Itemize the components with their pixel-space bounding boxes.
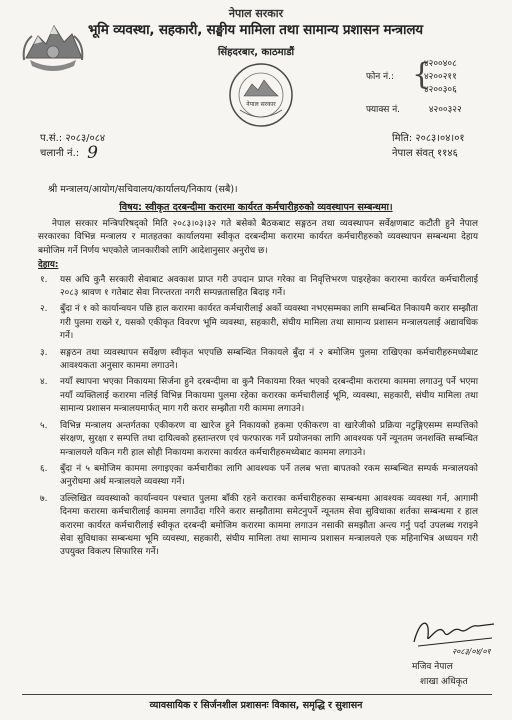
fax-block xyxy=(366,102,462,115)
list-item xyxy=(38,463,478,490)
item-text: नयाँ स्थापना भएका निकायमा सिर्जना हुने दरबन्दीमा वा कुनै निकायमा रिक्त भएको दरबन्दीमा करारमा काममा लगाउनु पर्ने भएमा नयाँ व्यक्तिलाई करारमा नलिई विभिन्न निकायमा पुलमा रहेका करारका कर्मचारीलाई भूमि, व्यवस्था, सहकारी, संघीय मामिला तथा सामान्य प्रशासन मन्त्रालयमार्फत् माग गरी करार सम्झौता गरी काममा लगाउने। xyxy=(60,377,478,415)
chalani-number: 9 xyxy=(87,143,98,163)
signature-date: २०८३/०४/०१ xyxy=(452,647,491,656)
subject-line xyxy=(0,200,512,213)
list-item xyxy=(38,376,478,416)
fax-number: ४२००३२२ xyxy=(428,105,462,115)
item-number: ७. xyxy=(40,493,48,504)
ministry-title: भूमि व्यवस्था, सहकारी, सङ्घीय मामिला तथा सामान्य प्रशासन मन्त्रालय xyxy=(88,22,423,38)
item-text: उल्लिखित व्यवस्थाको कार्यान्वयन पश्चात पुलमा बाँकी रहने करारका कर्मचारीहरुका सम्बन्धमा आवश्यक व्यवस्था गर्न, आगामी दिनमा करारमा कर्मचारीलाई काममा लगाउँदा गरिने करार सम्झौतामा समेटनुपर्ने न्यूनतम सेवा सुविधाका शर्तका सम्बन्धमा र हाल करारमा कार्यरत कर्मचारीलाई स्वीकृत दरबन्दी बमोजिम करारमा काममा लगाउन नसाकी समझौता अन्त्य गर्नु पर्दा उपलब्ध गराइने सेवा सुविधाका सम्बन्धमा भूमि व्यवस्था, सहकारी, संघीय मामिला तथा सामान्य प्रशासन मन्त्रालयले एक महिनाभित्र अध्ययन गरी उपयुक्त विकल्प सिफारिस गर्ने। xyxy=(60,493,478,558)
reference-block xyxy=(40,131,105,161)
item-number: ३. xyxy=(40,347,48,358)
item-text: यस अघि कुनै सरकारी सेवाबाट अवकाश प्राप्त गरी उपदान प्राप्त गरेका वा निवृत्तिभरण पाइरहेका करारमा कार्यरत कर्मचारीलाई २०८३ श्रावण १ गतेबाट सेवा निरन्तरता नगरी सम्पन्नतासहित बिदाइ गर्ने। xyxy=(60,274,478,299)
addressee: श्री मन्त्रालय/आयोग/सचिवालय/कार्यालय/निकाय (सबै)। xyxy=(48,184,238,195)
date-block xyxy=(392,131,465,161)
phone-label: फोन नं.: xyxy=(366,72,395,82)
item-number: ४. xyxy=(40,377,48,388)
nepal-sambat: नेपाल संवत् ११४६ xyxy=(392,148,458,159)
letter-body xyxy=(38,218,478,563)
brace-glyph: { xyxy=(412,57,432,92)
item-text: बुँदा नं ५ बमोजिम काममा लगाइएका कर्मचारीका लागि आवश्यक पर्ने तलब भत्ता बापतको रकम सम्बन्धित सम्पर्क मन्त्रालयको अनुरोधमा अर्थ मन्त्रालयले व्यवस्था गर्ने। xyxy=(60,463,478,488)
seal-text: नेपाल सरकार xyxy=(246,101,276,108)
date-value: २०८३।०४।०१ xyxy=(415,133,465,144)
ps-label: प.सं.: xyxy=(40,133,63,144)
phone-number: ४२००२११ xyxy=(424,72,457,82)
signatory-name: मजिव नेपाल xyxy=(412,662,453,672)
list-item xyxy=(38,347,478,374)
government-title: नेपाल सरकार xyxy=(228,7,284,20)
list-item xyxy=(38,274,478,301)
footer-divider xyxy=(22,694,492,695)
fax-label: फ्याक्स नं. xyxy=(366,105,401,115)
dehay-heading: देहाय: xyxy=(38,260,59,271)
item-text: विभिन्न मन्त्रालय अन्तर्गतका एकीकरण वा खारेज हुने निकायको हकमा एकीकरण वा खारेजीको प्रक्रिया नटुङ्गिएसम्म सम्पत्तिको संरक्षण, सुरक्षा र सम्पत्ति तथा दायित्वको हस्तान्तरण एवं फरफारक गर्ने प्रयोजनका लागि आवश्यक पर्ने न्यूनतम जनशक्ति सम्बन्धित मन्त्रालयले यकिन गरी हाल सोही निकायमा करारमा कार्यरत कर्मचारीहरुमध्येबाट काममा लगाउने। xyxy=(60,420,478,458)
ps-number: २०८३/०८४ xyxy=(65,133,106,144)
item-number: १. xyxy=(40,274,48,285)
decision-list xyxy=(38,274,478,560)
item-text: सङ्गठन तथा व्यवस्थापन सर्वेक्षण स्वीकृत भएपछि सम्बन्धित निकायले बुँदा नं २ बमोजिम पुलमा राखिएका कर्मचारीहरुमध्येबाट आवश्यकता अनुसार काममा लगाउने। xyxy=(60,347,478,372)
phone-number: ४२००४०८ xyxy=(424,59,457,69)
chalani-label: चलानी नं.: xyxy=(40,148,80,159)
item-number: २. xyxy=(40,304,48,315)
date-label: मिति: xyxy=(392,133,413,144)
list-item xyxy=(38,303,478,343)
signatory-title: शाखा अधिकृत xyxy=(420,677,468,687)
intro-paragraph: नेपाल सरकार मन्त्रिपरिषद्‌को मिति २०८३।०३।३२ गते बसेको बैठकबाट सङ्गठन तथा व्यवस्थापन सर्वेक्षणबाट कटौती हुने नेपाल सरकारका विभिन्न मन्त्रालय र मातहतका कार्यालयमा स्वीकृत दरबन्दीमा करारमा कार्यरत कर्मचारीहरुको व्यवस्थापन सम्बन्धमा देहाय बमोजिम गर्ने निर्णय भएकोले जानकारीको लागि आदेशानुसार अनुरोध छ। xyxy=(38,219,478,256)
ministry-seal-icon xyxy=(228,62,294,128)
list-item xyxy=(38,493,478,560)
phone-number: ४२००३०६ xyxy=(424,85,457,95)
item-text: बुँदा नं १ को कार्यान्वयन पछि हाल करारमा कार्यरत कर्मचारीलाई अर्को व्यवस्था नभएसम्मका लागि सम्बन्धित निकायमै करार सम्झौता गरी पुलमा राख्ने र, यसको एकीकृत विवरण भूमि व्यवस्था, सहकारी, संघीय मामिला तथा सामान्य प्रशासन मन्त्रालयलाई अद्यावधिक गर्ने। xyxy=(60,304,478,342)
footer-motto: व्यावसायिक र सिर्जनशील प्रशासनः विकास, समृद्धि र सुशासन xyxy=(149,700,363,711)
item-number: ५. xyxy=(40,420,48,431)
subject-text: विषय: स्वीकृत दरबन्दीमा करारमा कार्यरत कर्मचारीहरुको व्यवस्थापन सम्बन्धमा। xyxy=(119,202,393,213)
list-item xyxy=(38,420,478,460)
item-number: ६. xyxy=(40,463,48,474)
office-address: सिंहदरबार, काठमाडौं xyxy=(217,47,295,58)
handwritten-signature xyxy=(408,612,500,658)
